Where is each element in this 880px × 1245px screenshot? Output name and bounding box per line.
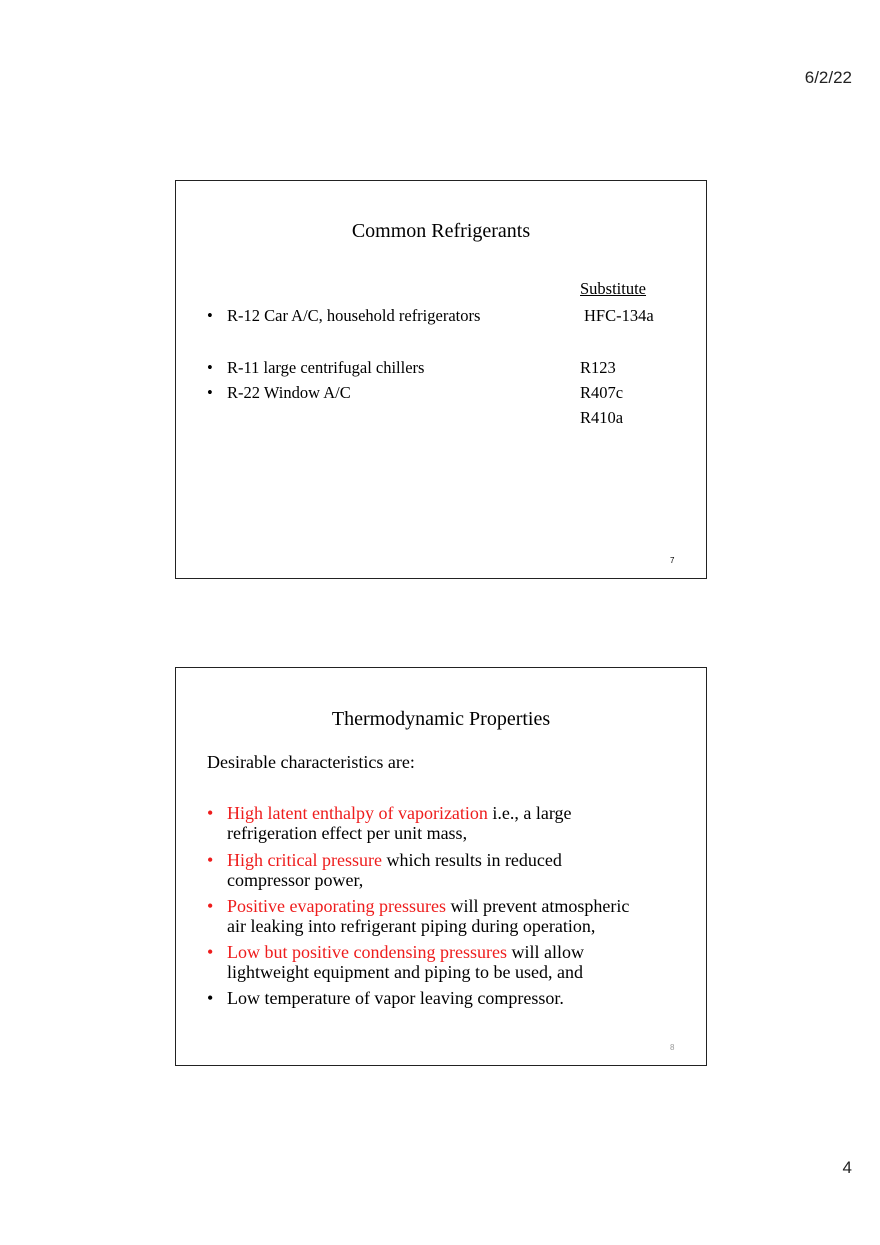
substitute-value: R123: [580, 358, 616, 377]
bullet-icon: •: [207, 306, 213, 325]
body-text: refrigeration effect per unit mass,: [227, 822, 468, 843]
list-item: [176, 383, 706, 403]
bullet-icon: •: [207, 988, 214, 1008]
slide-number: 8: [670, 1043, 675, 1052]
highlight-text: Positive evaporating pressures: [227, 896, 446, 916]
list-item: [176, 943, 706, 983]
substitute-header: [580, 279, 646, 299]
refrigerant-text: R-12 Car A/C, household refrigerators: [227, 306, 481, 325]
bullet-icon: •: [207, 383, 213, 402]
list-item: [176, 804, 706, 844]
list-item: [176, 989, 706, 1009]
refrigerant-text: R-11 large centrifugal chillers: [227, 358, 425, 377]
bullet-icon: •: [207, 896, 214, 916]
list-item: [176, 851, 706, 891]
list-item: [176, 358, 706, 378]
highlight-text: High latent enthalpy of vaporization: [227, 803, 488, 823]
body-text: lightweight equipment and piping to be used, and: [227, 961, 583, 982]
bullet-icon: •: [207, 850, 214, 870]
bullet-icon: •: [207, 803, 214, 823]
body-text: Low temperature of vapor leaving compressor.: [227, 988, 564, 1008]
body-text: air leaking into refrigerant piping during operation,: [227, 915, 596, 936]
body-text: will prevent atmospheric: [445, 896, 630, 916]
body-text: compressor power,: [227, 869, 364, 890]
highlight-text: Low but positive condensing pressures: [227, 942, 507, 962]
slide-title: Thermodynamic Properties: [331, 708, 551, 730]
slide-7: [175, 180, 707, 579]
refrigerant-text: R-22 Window A/C: [227, 383, 351, 402]
highlight-text: High critical pressure: [227, 850, 382, 870]
intro-text: Desirable characteristics are:: [207, 752, 415, 772]
body-text: i.e., a large: [487, 803, 572, 823]
slide-number: 7: [670, 556, 675, 565]
slide-title: Common Refrigerants: [351, 220, 531, 242]
substitute-value: R407c: [580, 383, 624, 402]
page-date: 6/2/22: [804, 68, 852, 87]
substitute-header-text: Substitute: [580, 279, 647, 298]
list-item: [176, 306, 706, 326]
slide-8: [175, 667, 707, 1066]
substitute-value: R410a: [580, 408, 624, 427]
body-text: will allow: [506, 942, 584, 962]
list-item: [176, 897, 706, 937]
bullet-icon: •: [207, 358, 213, 377]
bullet-icon: •: [207, 942, 214, 962]
page-number: 4: [842, 1158, 852, 1177]
body-text: which results in reduced: [381, 850, 562, 870]
substitute-value: HFC-134a: [584, 306, 654, 325]
